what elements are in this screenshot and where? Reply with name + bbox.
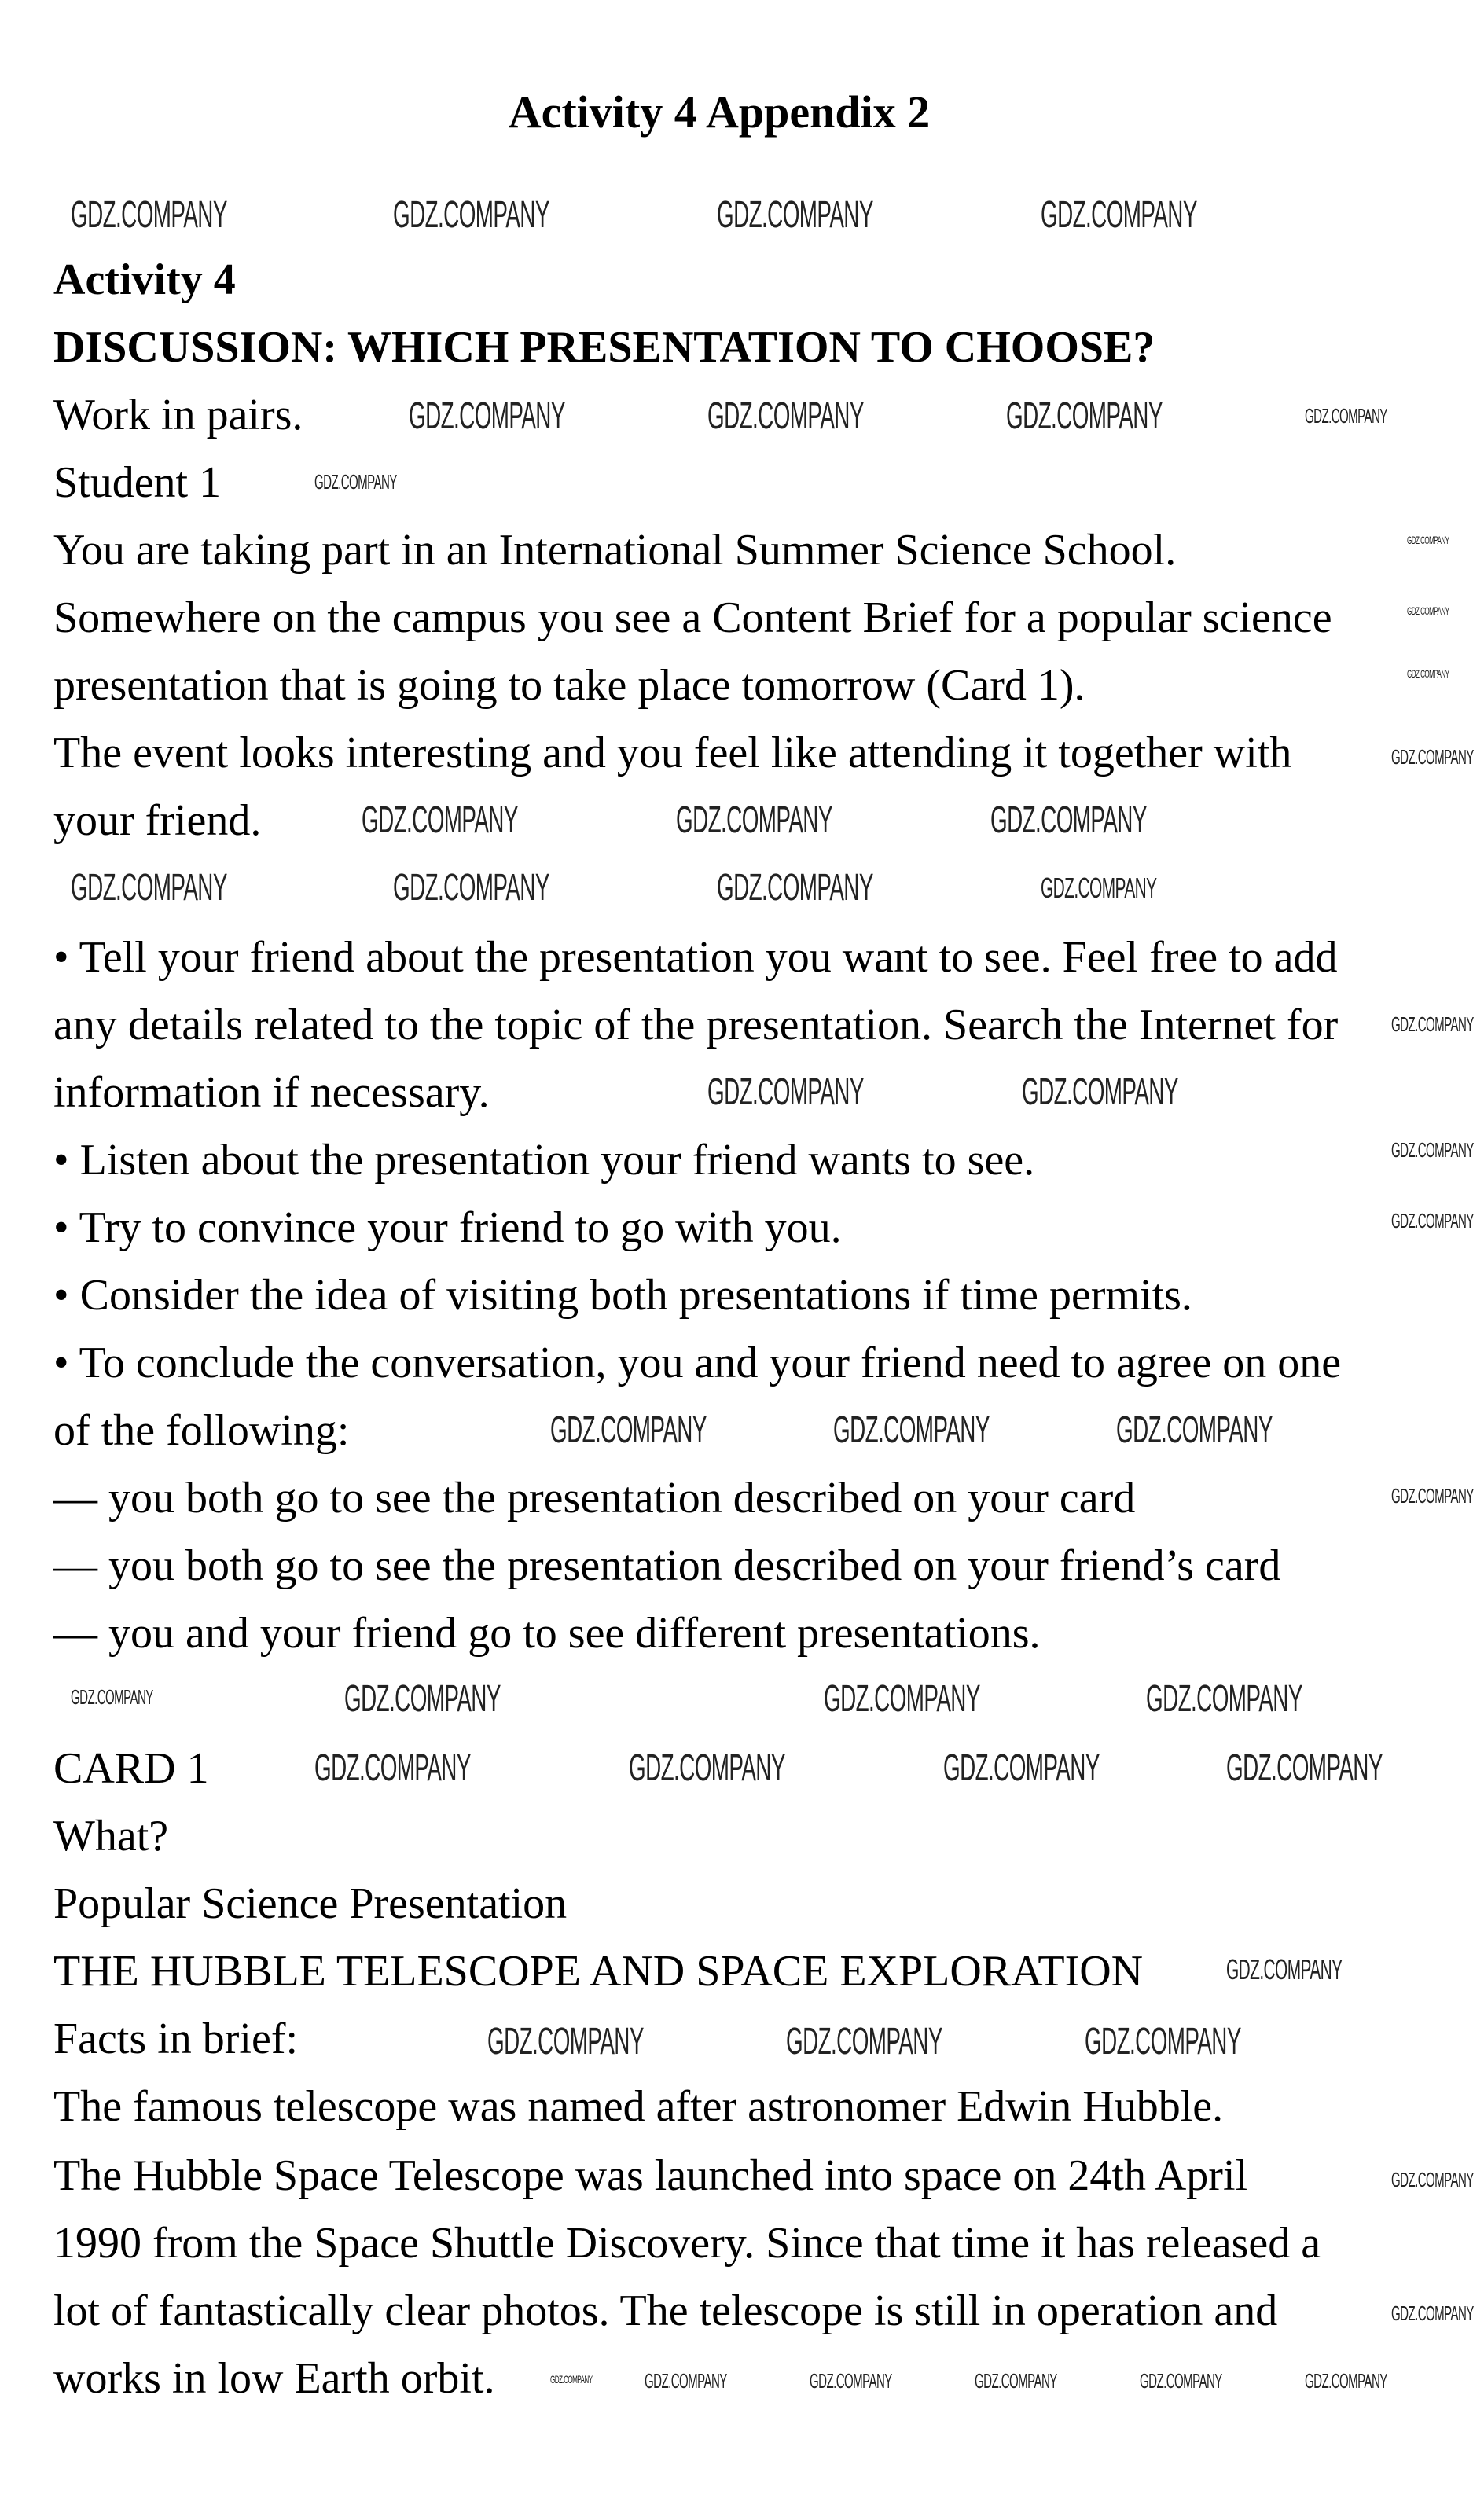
watermark: GDZ.COMPANY bbox=[1022, 1071, 1178, 1113]
task-line: • Consider the idea of visiting both presentations if time permits. bbox=[53, 1271, 1192, 1320]
fact-line: works in low Earth orbit. bbox=[53, 2354, 495, 2403]
watermark: GDZ.COMPANY bbox=[1041, 872, 1157, 904]
watermark: GDZ.COMPANY bbox=[1391, 745, 1474, 769]
activity-heading: Activity 4 bbox=[53, 255, 236, 304]
fact-line: The Hubble Space Telescope was launched into space on 24th April bbox=[53, 2151, 1248, 2200]
watermark: GDZ.COMPANY bbox=[1226, 1953, 1343, 1985]
watermark: GDZ.COMPANY bbox=[1006, 395, 1163, 437]
task-line: • Tell your friend about the presentation you want to see. Feel free to add bbox=[53, 933, 1338, 982]
watermark: GDZ.COMPANY bbox=[990, 799, 1147, 841]
watermark: GDZ.COMPANY bbox=[1116, 1409, 1273, 1451]
fact-line: The famous telescope was named after astronomer Edwin Hubble. bbox=[53, 2082, 1224, 2131]
watermark: GDZ.COMPANY bbox=[393, 867, 549, 909]
intro-line: You are taking part in an International Summer Science School. bbox=[53, 526, 1177, 575]
watermark: GDZ.COMPANY bbox=[717, 867, 873, 909]
watermark: GDZ.COMPANY bbox=[1391, 1484, 1474, 1508]
card-name: THE HUBBLE TELESCOPE AND SPACE EXPLORATION bbox=[53, 1947, 1144, 1996]
watermark: GDZ.COMPANY bbox=[943, 1747, 1100, 1789]
watermark: GDZ.COMPANY bbox=[1391, 1012, 1474, 1036]
option-line: — you both go to see the presentation described on your friend’s card bbox=[53, 1541, 1281, 1590]
card-what: What? bbox=[53, 1812, 169, 1860]
watermark: GDZ.COMPANY bbox=[676, 799, 832, 841]
watermark: GDZ.COMPANY bbox=[1391, 2168, 1474, 2191]
card-label: CARD 1 bbox=[53, 1744, 209, 1793]
task-line: • Try to convince your friend to go with you. bbox=[53, 1203, 842, 1252]
watermark: GDZ.COMPANY bbox=[409, 395, 565, 437]
watermark: GDZ.COMPANY bbox=[975, 2369, 1057, 2393]
watermark: GDZ.COMPANY bbox=[1085, 2021, 1241, 2062]
watermark: GDZ.COMPANY bbox=[550, 1409, 707, 1451]
watermark: GDZ.COMPANY bbox=[71, 1685, 153, 1709]
watermark: GDZ.COMPANY bbox=[487, 2021, 644, 2062]
option-line: — you and your friend go to see different presentations. bbox=[53, 1609, 1041, 1658]
watermark: GDZ.COMPANY bbox=[810, 2369, 892, 2393]
watermark: GDZ.COMPANY bbox=[1226, 1747, 1383, 1789]
watermark: GDZ.COMPANY bbox=[344, 1678, 501, 1720]
option-line: — you both go to see the presentation described on your card bbox=[53, 1474, 1136, 1522]
task-line: • Listen about the presentation your friend wants to see. bbox=[53, 1136, 1035, 1185]
watermark: GDZ.COMPANY bbox=[71, 867, 227, 909]
watermark: GDZ.COMPANY bbox=[1391, 2301, 1474, 2325]
role-label: Student 1 bbox=[53, 458, 222, 507]
watermark: GDZ.COMPANY bbox=[71, 194, 227, 236]
intro-line: your friend. bbox=[53, 796, 262, 845]
watermark: GDZ.COMPANY bbox=[1305, 404, 1387, 428]
watermark: GDZ.COMPANY bbox=[824, 1678, 980, 1720]
intro-line: presentation that is going to take place tomorrow (Card 1). bbox=[53, 661, 1085, 710]
watermark: GDZ.COMPANY bbox=[314, 470, 397, 494]
watermark: GDZ.COMPANY bbox=[629, 1747, 785, 1789]
fact-line: 1990 from the Space Shuttle Discovery. Since that time it has released a bbox=[53, 2219, 1321, 2268]
intro-line: The event looks interesting and you feel like attending it together with bbox=[53, 729, 1292, 777]
instruction: Work in pairs. bbox=[53, 391, 303, 439]
watermark: GDZ.COMPANY bbox=[393, 194, 549, 236]
watermark: GDZ.COMPANY bbox=[314, 1747, 471, 1789]
fact-line: lot of fantastically clear photos. The telescope is still in operation and bbox=[53, 2286, 1278, 2335]
watermark: GDZ.COMPANY bbox=[645, 2369, 727, 2393]
task-line: • To conclude the conversation, you and your friend need to agree on one bbox=[53, 1339, 1342, 1387]
watermark: GDZ.COMPANY bbox=[1407, 604, 1449, 617]
watermark: GDZ.COMPANY bbox=[1146, 1678, 1302, 1720]
intro-line: Somewhere on the campus you see a Content Brief for a popular science bbox=[53, 593, 1332, 642]
card-type: Popular Science Presentation bbox=[53, 1879, 568, 1928]
watermark: GDZ.COMPANY bbox=[1407, 667, 1449, 680]
task-line: information if necessary. bbox=[53, 1068, 490, 1117]
facts-label: Facts in brief: bbox=[53, 2015, 299, 2063]
watermark: GDZ.COMPANY bbox=[1391, 1209, 1474, 1232]
watermark: GDZ.COMPANY bbox=[717, 194, 873, 236]
watermark: GDZ.COMPANY bbox=[833, 1409, 990, 1451]
discussion-heading: DISCUSSION: WHICH PRESENTATION TO CHOOSE? bbox=[53, 323, 1155, 372]
task-line: of the following: bbox=[53, 1406, 350, 1455]
watermark: GDZ.COMPANY bbox=[1305, 2369, 1387, 2393]
watermark: GDZ.COMPANY bbox=[707, 1071, 864, 1113]
watermark: GDZ.COMPANY bbox=[362, 799, 518, 841]
watermark: GDZ.COMPANY bbox=[1041, 194, 1197, 236]
watermark: GDZ.COMPANY bbox=[1407, 534, 1449, 546]
watermark: GDZ.COMPANY bbox=[1140, 2369, 1222, 2393]
page-title: Activity 4 Appendix 2 bbox=[508, 86, 931, 138]
watermark: GDZ.COMPANY bbox=[550, 2373, 593, 2386]
watermark: GDZ.COMPANY bbox=[786, 2021, 942, 2062]
watermark: GDZ.COMPANY bbox=[1391, 1138, 1474, 1162]
watermark: GDZ.COMPANY bbox=[707, 395, 864, 437]
task-line: any details related to the topic of the presentation. Search the Internet for bbox=[53, 1001, 1339, 1049]
